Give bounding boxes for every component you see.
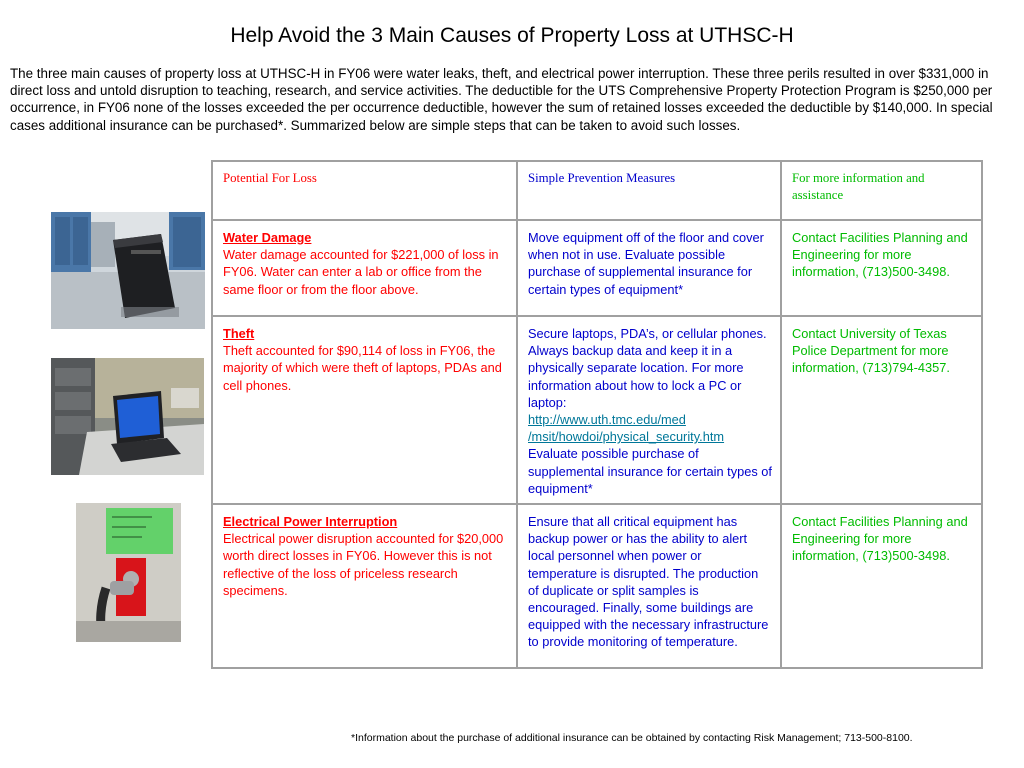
theft-prevention-text: Secure laptops, PDA’s, or cellular phones. Always backup data and keep it in a physically separate location. For more information about how to lock a PC or laptop:: [528, 326, 767, 410]
water-damage-info-cell: Contact Facilities Planning and Engineering for more information, (713)500-3498.: [781, 220, 982, 316]
water-damage-photo-image: [51, 212, 205, 329]
electrical-heading: Electrical Power Interruption: [223, 514, 398, 530]
electrical-prevention-cell: Ensure that all critical equipment has backup power or has the ability to alert local personnel when power or temperature is disrupted. The production of duplicate or split samples is encouraged. Finally, some buildings are equipped with the necessary infrastructure to provide monitoring of temperature.: [517, 504, 781, 668]
theft-prevention-cell: [517, 316, 781, 504]
theft-laptop-photo: [51, 358, 204, 475]
table-row-electrical: [212, 504, 982, 668]
electrical-outlet-photo: [76, 503, 181, 642]
loss-prevention-table: [211, 160, 983, 669]
water-damage-prevention-cell: Move equipment off of the floor and cover when not in use. Evaluate possible purchase of supplemental insurance for certain types of equipment*: [517, 220, 781, 316]
water-damage-heading: Water Damage: [223, 230, 312, 245]
theft-laptop-photo-image: [51, 358, 204, 475]
theft-prevention-after-text: Evaluate possible purchase of supplemental insurance for certain types of equipment*: [528, 446, 772, 496]
insurance-footnote: *Information about the purchase of additional insurance can be obtained by contacting Risk Management; 713-500-8100.: [351, 732, 913, 744]
theft-info-cell: Contact University of Texas Police Department for more information, (713)794-4357.: [781, 316, 982, 504]
physical-security-link-part2[interactable]: /msit/howdoi/physical_security.htm: [528, 429, 725, 445]
header-potential-for-loss: Potential For Loss: [212, 161, 517, 220]
water-damage-loss-text: Water damage accounted for $221,000 of loss in FY06. Water can enter a lab or office from the same floor or from the floor above.: [223, 247, 499, 297]
theft-heading: Theft: [223, 326, 255, 341]
header-prevention-measures: Simple Prevention Measures: [517, 161, 781, 220]
water-damage-photo: [51, 212, 205, 329]
physical-security-link[interactable]: [528, 412, 724, 444]
electrical-info-cell: Contact Facilities Planning and Engineering for more information, (713)500-3498.: [781, 504, 982, 668]
electrical-outlet-photo-image: [76, 503, 181, 642]
theft-loss-text: Theft accounted for $90,114 of loss in FY06, the majority of which were theft of laptops, PDAs and cell phones.: [223, 343, 502, 393]
electrical-loss-text: Electrical power disruption accounted for $20,000 worth direct losses in FY06. However this is not reflective of the loss of priceless research specimens.: [223, 531, 504, 598]
water-damage-loss-cell: [212, 220, 517, 316]
page-title: Help Avoid the 3 Main Causes of Property Loss at UTHSC-H: [230, 24, 794, 47]
header-more-information: For more information and assistance: [781, 161, 982, 220]
physical-security-link-part1[interactable]: http://www.uth.tmc.edu/med: [528, 412, 686, 428]
electrical-loss-cell: [212, 504, 517, 668]
table-row-water-damage: [212, 220, 982, 316]
theft-loss-cell: [212, 316, 517, 504]
table-row-theft: [212, 316, 982, 504]
intro-paragraph: The three main causes of property loss at UTHSC-H in FY06 were water leaks, theft, and electrical power interruption. These three perils resulted in over $331,000 in direct loss and untold disruption to teaching, research, and service activities. The deductible for the UTS Comprehensive Property Protection Program is $250,000 per occurrence, in FY06 none of the losses exceeded the per occurrence deductible, however the sum of retained losses exceeded the deductible by $140,000. In special cases additional insurance can be purchased*. Summarized below are simple steps that can be taken to avoid such losses.: [10, 66, 993, 133]
table-header-row: [212, 161, 982, 220]
